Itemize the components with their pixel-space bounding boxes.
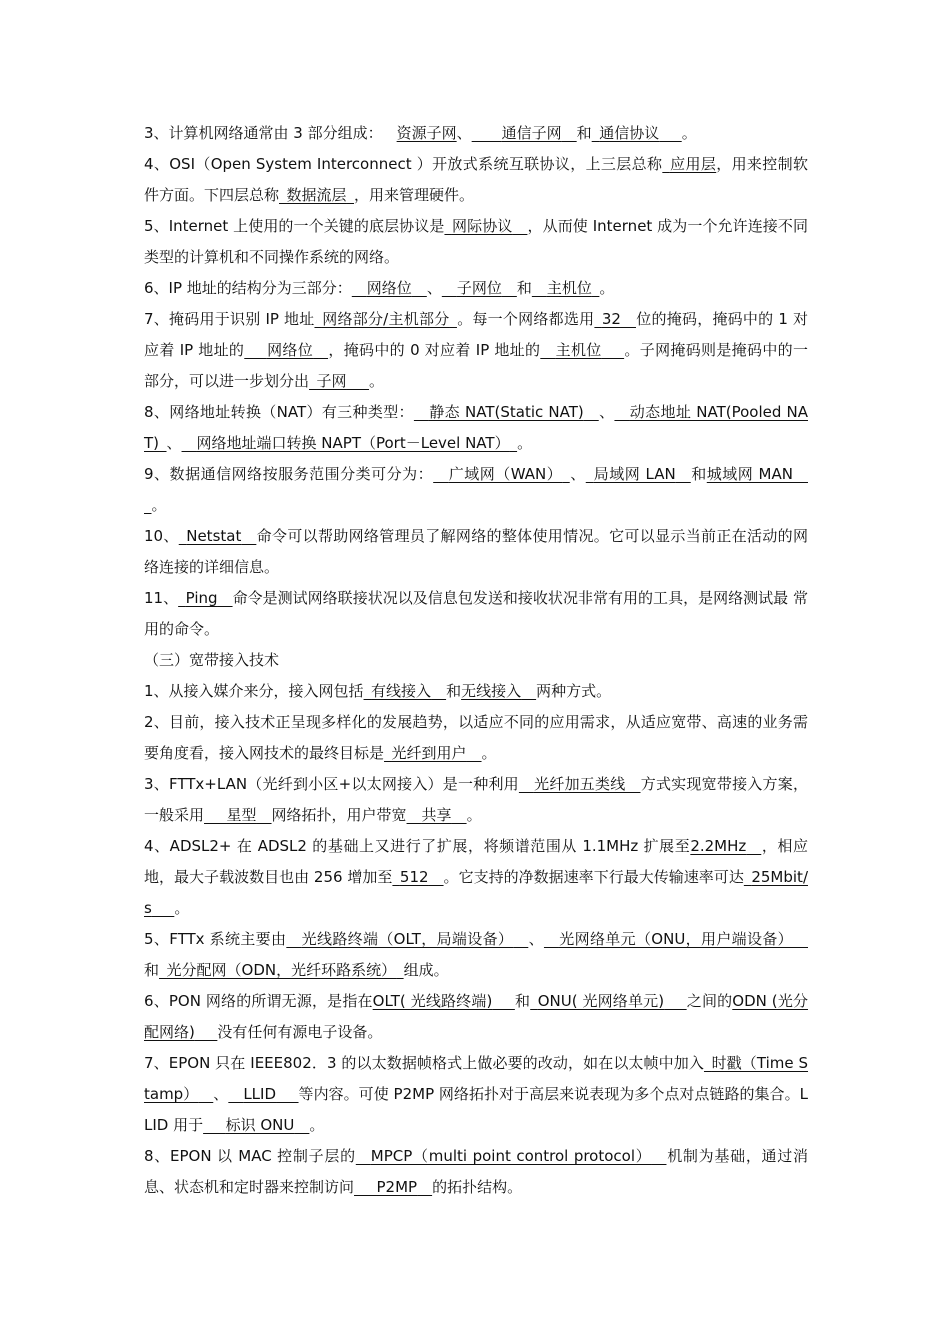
answer-blank: 有线接入: [371, 682, 432, 700]
question-text: 、: [166, 434, 182, 452]
question-osi: [144, 149, 808, 211]
answer-blank: 光分配网（ODN，光纤环路系统）: [166, 961, 397, 979]
answer-blank: ONU( 光网络单元): [537, 992, 665, 1010]
question-text: 。每一个网络都选用: [456, 310, 595, 328]
question-text: 位的掩码，掩码中的 1 对应着 IP 地址的: [144, 310, 808, 359]
question-text: 4、ADSL2+ 在 ADSL2 的基础上又进行了扩展，将频谱范围从 1.1MHz 扩展至: [144, 837, 691, 855]
answer-blank: 共享: [421, 806, 452, 824]
question-text: 10、: [144, 527, 179, 545]
question-text: 和: [576, 124, 592, 142]
answer-blank: 星型: [226, 806, 257, 824]
question-text: 。: [599, 279, 615, 297]
question-text: 。: [517, 434, 533, 452]
answer-blank: 网络位: [266, 341, 314, 359]
answer-blank: LLID: [243, 1085, 277, 1103]
question-text: 、: [528, 930, 544, 948]
question-text: 、: [569, 465, 586, 483]
question-text: ，用来控制软件方面。下四层总称: [144, 155, 808, 204]
answer-blank: 光纤加五类线: [533, 775, 626, 793]
question-text: 8、EPON 以 MAC 控制子层的: [144, 1147, 356, 1165]
question-text: 网络拓扑，用户带宽: [271, 806, 407, 824]
answer-blank: OLT( 光线路终端): [372, 992, 493, 1010]
answer-blank: 应用层: [669, 155, 717, 173]
answer-blank: 资源子网: [396, 124, 457, 142]
question-text: 7、掩码用于识别 IP 地址: [144, 310, 315, 328]
answer-blank: 广域网（WAN）: [448, 465, 563, 483]
section-heading: （三）宽带接入技术: [144, 651, 280, 669]
question-text: 和: [446, 682, 462, 700]
question-subnet-mask: [144, 304, 808, 397]
answer-blank: 网络部分/主机部分: [321, 310, 450, 328]
answer-blank: 时戳（Time Stamp）: [144, 1054, 809, 1103]
answer-blank: 光网络单元（ONU，用户端设备）: [558, 930, 793, 948]
document-body: [144, 118, 808, 1203]
question-text: ，用来管理硬件。: [354, 186, 475, 204]
answer-blank: 2.2MHz: [690, 837, 747, 855]
question-text: 方式实现宽带接入方案，一般采用: [144, 775, 808, 824]
answer-blank: 光纤到用户: [391, 744, 467, 762]
question-text: 6、IP 地址的结构分为三部分：: [144, 279, 352, 297]
question-text: 之间的: [686, 992, 733, 1010]
question-text: 1、从接入媒介来分，接入网包括: [144, 682, 364, 700]
question-text: 5、Internet 上使用的一个关键的底层协议是: [144, 217, 445, 235]
question-text: 和: [690, 465, 707, 483]
question-text: 的拓扑结构。: [432, 1178, 523, 1196]
answer-blank: 子网位: [456, 279, 502, 297]
question-text: ，掩码中的 0 对应着 IP 地址的: [328, 341, 541, 359]
answer-blank: 25Mbit/s: [144, 868, 808, 917]
answer-blank: 城域网 MAN: [706, 465, 793, 483]
question-text: 命令可以帮助网络管理员了解网络的整体使用情况。它可以显示当前正在活动的网络连接的详细信息。: [144, 527, 808, 576]
question-text: 、: [426, 279, 442, 297]
question-pon-passive: [144, 986, 808, 1048]
question-ping: [144, 583, 808, 645]
question-text: 、: [456, 124, 472, 142]
question-text: 、: [598, 403, 615, 421]
answer-blank: Netstat: [186, 527, 242, 545]
question-text: 、: [213, 1085, 229, 1103]
answer-blank: 网络地址端口转换 NAPT（Port－Level NAT）: [196, 434, 510, 452]
question-text: 6、PON 网络的所谓无源，是指在: [144, 992, 373, 1010]
question-text: 。: [481, 744, 497, 762]
question-text: 。: [681, 124, 697, 142]
question-fttx-lan: [144, 769, 808, 831]
question-adsl2plus: [144, 831, 808, 924]
question-text: 和: [514, 992, 531, 1010]
answer-blank: 主机位: [555, 341, 602, 359]
question-network-components: [144, 118, 808, 149]
answer-blank: 主机位: [546, 279, 592, 297]
question-text: 8、网络地址转换（NAT）有三种类型：: [144, 403, 414, 421]
question-text: 3、计算机网络通常由 3 部分组成：: [144, 124, 383, 142]
question-epon-mpcp: [144, 1141, 808, 1203]
question-text: 。: [151, 496, 167, 514]
answer-blank: 通信子网: [501, 124, 562, 142]
question-internet-protocol: [144, 211, 808, 273]
question-text: 命令是测试网络联接状况以及信息包发送和接收状况非常有用的工具，是网络测试最 常用的命令。: [144, 589, 808, 638]
answer-blank: 网际协议: [451, 217, 513, 235]
question-text: 。: [369, 372, 385, 390]
question-access-media: [144, 676, 808, 707]
answer-blank: 数据流层: [286, 186, 347, 204]
question-ip-structure: [144, 273, 808, 304]
answer-blank: P2MP: [376, 1178, 418, 1196]
question-text: 7、EPON 只在 IEEE802．3 的以太数据帧格式上做必要的改动，如在以太帧中加入: [144, 1054, 704, 1072]
question-text: 。: [466, 806, 482, 824]
question-text: 。子网掩码则是掩码中的一部分，可以进一步划分出: [144, 341, 808, 390]
question-text: 2、目前，接入技术正呈现多样化的发展趋势，以适应不同的应用需求，从适应宽带、高速的业务需要角度看，接入网技术的最终目标是: [144, 713, 808, 762]
answer-blank: 光线路终端（OLT，局端设备）: [301, 930, 514, 948]
question-text: 组成。: [403, 961, 449, 979]
answer-blank: 通信协议: [599, 124, 660, 142]
question-text: 。: [309, 1116, 325, 1134]
question-network-scope: [144, 459, 808, 521]
question-text: 9、数据通信网络按服务范围分类可分为：: [144, 465, 434, 483]
question-access-goal: [144, 707, 808, 769]
question-text: 3、FTTx+LAN（光纤到小区+以太网接入）是一种利用: [144, 775, 519, 793]
question-text: 5、FTTx 系统主要由: [144, 930, 287, 948]
question-text: 等内容。可使 P2MP 网络拓扑对于高层来说表现为多个点对点链路的集合。LLID 用于: [144, 1085, 808, 1134]
answer-blank: MPCP（multi point control protocol）: [370, 1147, 652, 1165]
question-fttx-parts: [144, 924, 808, 986]
answer-blank: 局域网 LAN: [593, 465, 676, 483]
question-text: 。它支持的净数据速率下行最大传输速率可达: [443, 868, 744, 886]
question-epon-frame: [144, 1048, 808, 1141]
question-nat-types: [144, 397, 808, 459]
question-text: 两种方式。: [536, 682, 612, 700]
question-text: ，相应地，最大子载波数目也由 256 增加至: [144, 837, 808, 886]
question-text: 没有任何有源电子设备。: [217, 1023, 383, 1041]
question-text: 11、: [144, 589, 179, 607]
answer-blank: 32: [601, 310, 621, 328]
answer-blank: Ping: [185, 589, 218, 607]
answer-blank: 无线接入: [461, 682, 522, 700]
answer-blank: 标识 ONU: [225, 1116, 295, 1134]
question-netstat: [144, 521, 808, 583]
question-text: 。: [174, 899, 190, 917]
question-text: ，从而使 Internet 成为一个允许连接不同类型的计算机和不同操作系统的网络。: [144, 217, 808, 266]
answer-blank: ODN (光分配网络): [144, 992, 808, 1041]
question-text: 4、OSI（Open System Interconnect ）开放式系统互联协议，上三层总称: [144, 155, 663, 173]
question-text: 机制为基础，通过消息、状态机和定时器来控制访问: [144, 1147, 808, 1196]
answer-blank: 网络位: [366, 279, 412, 297]
answer-blank: 静态 NAT(Static NAT): [428, 403, 584, 421]
answer-blank: 动态地址 NAT(Pooled NAT): [144, 403, 808, 452]
question-text: 和: [516, 279, 532, 297]
answer-blank: 512: [399, 868, 429, 886]
answer-blank: 子网: [316, 372, 347, 390]
question-text: 和: [144, 961, 160, 979]
